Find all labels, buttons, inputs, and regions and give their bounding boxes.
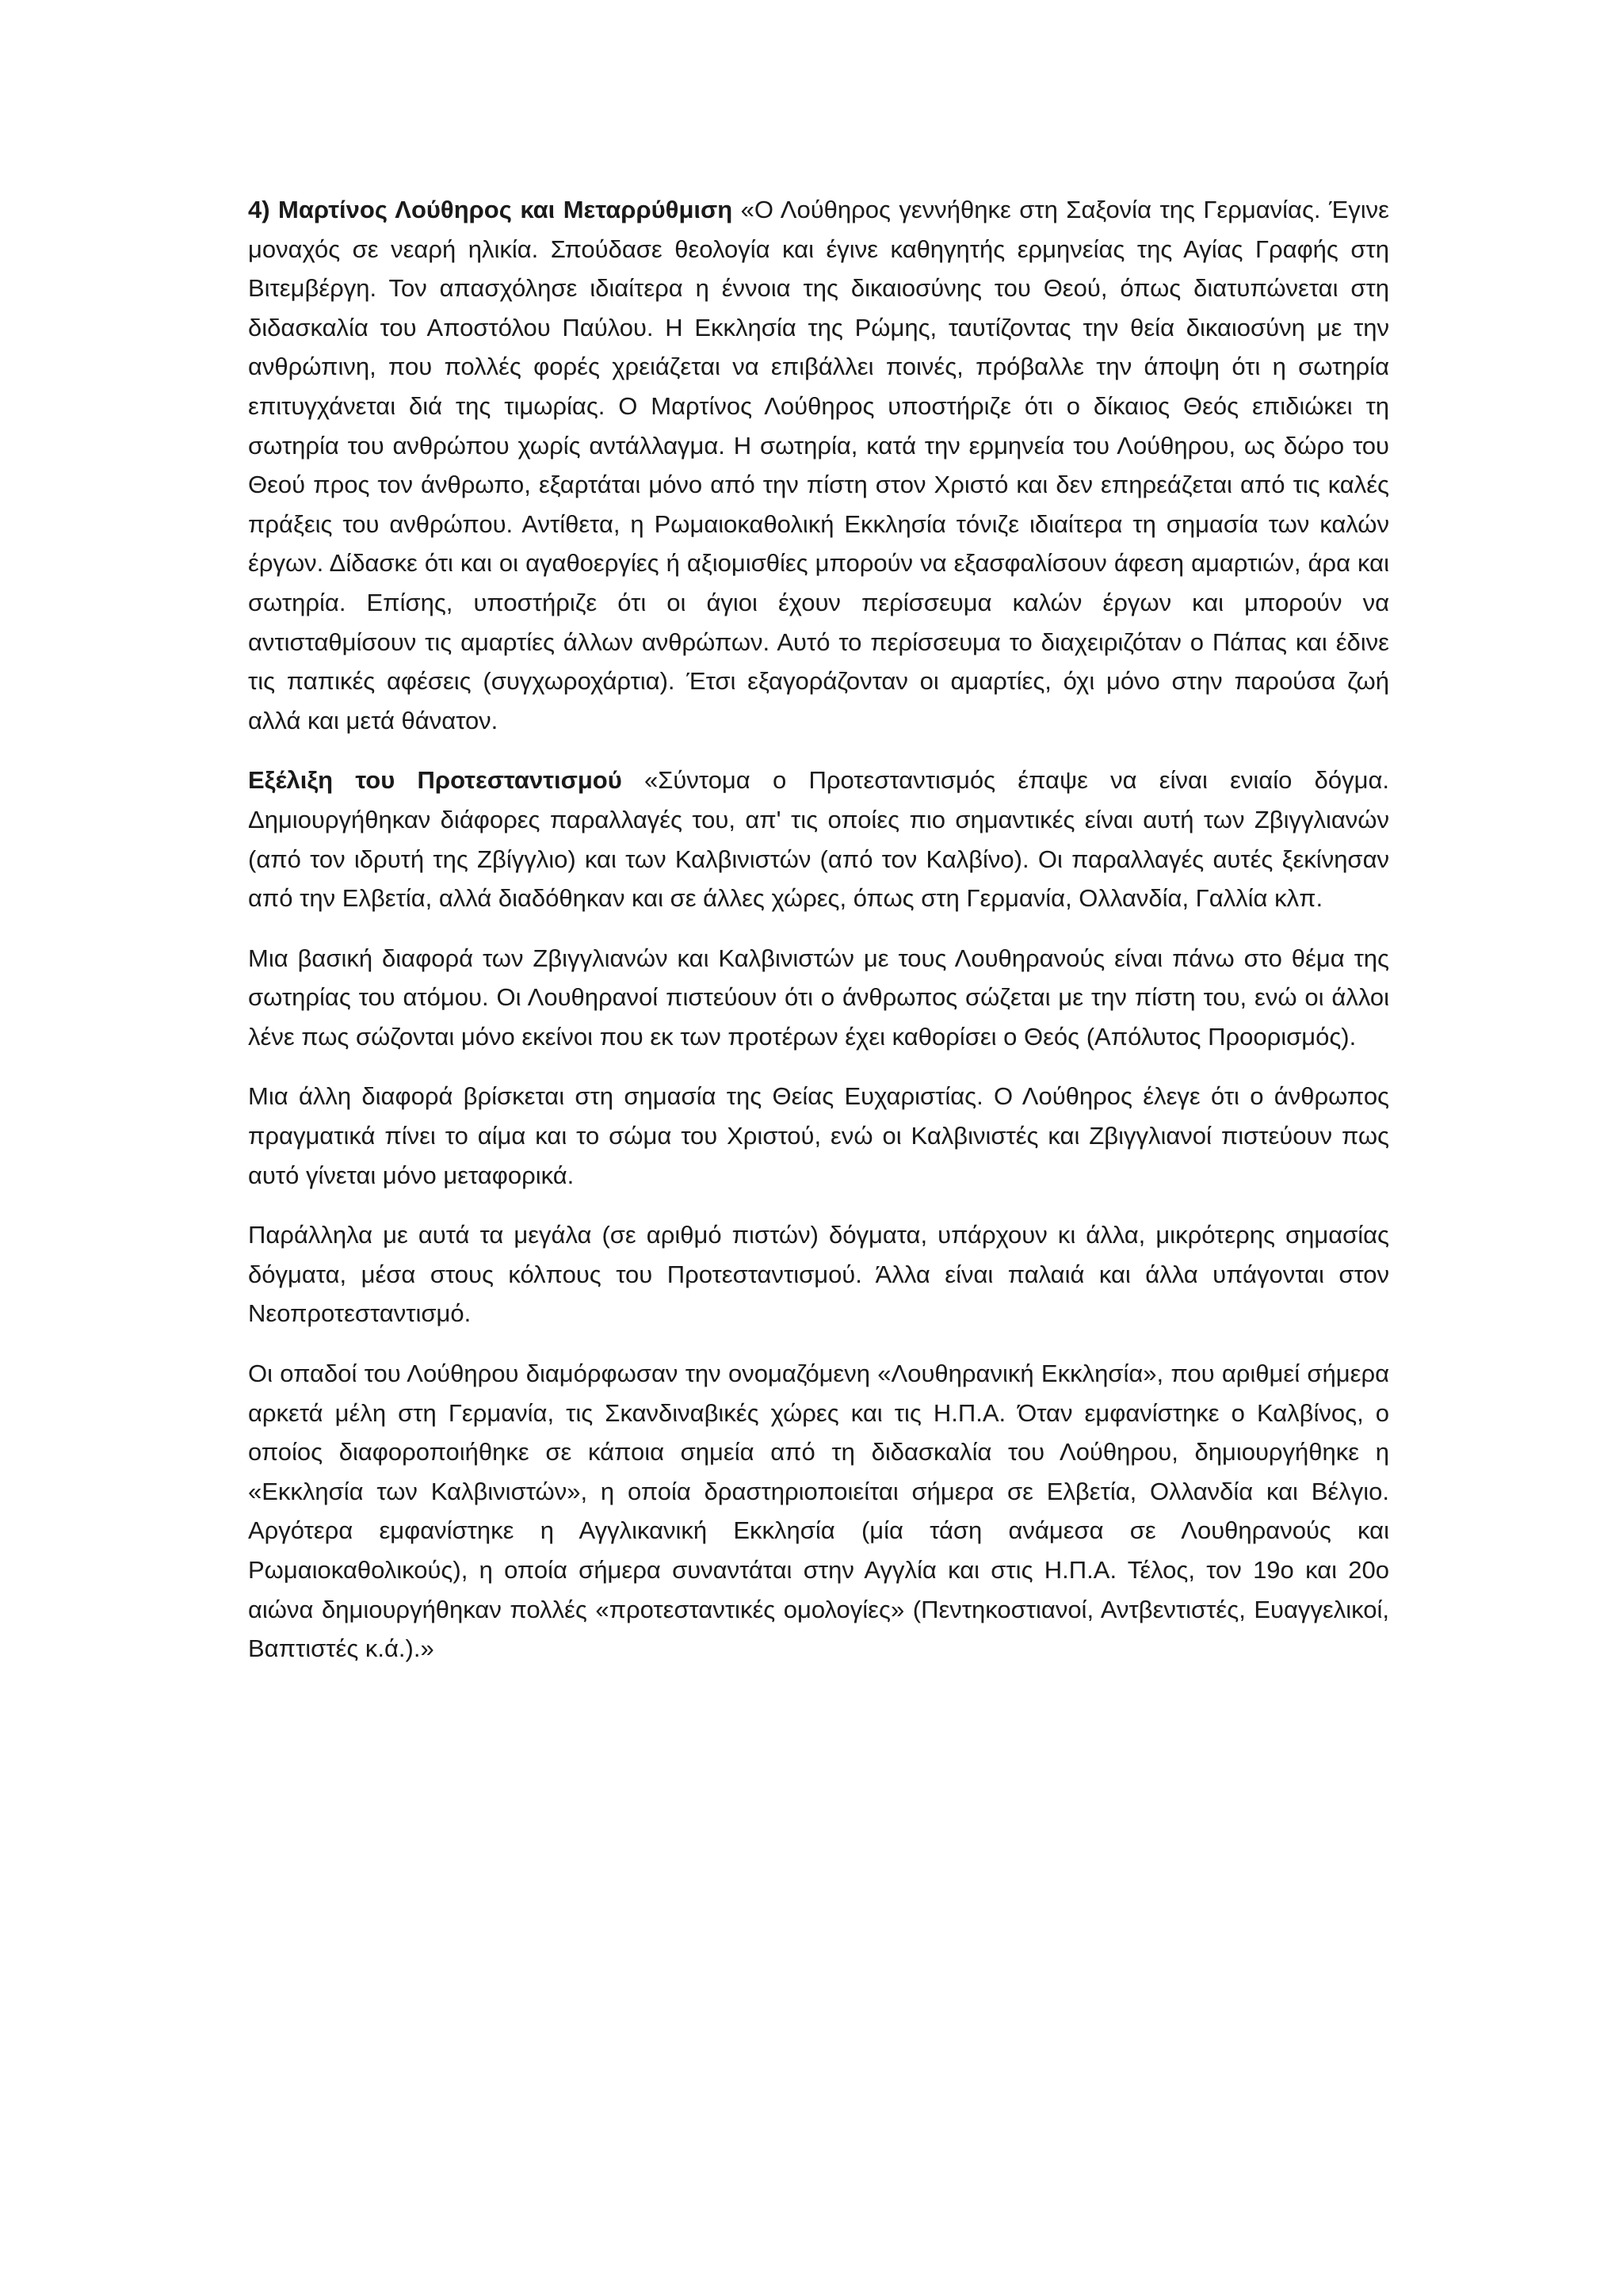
paragraph-salvation-difference (248, 939, 1389, 1057)
paragraph-eucharist-difference (248, 1077, 1389, 1195)
paragraph-churches (248, 1354, 1389, 1669)
paragraph-text: «Ο Λούθηρος γεννήθηκε στη Σαξονία της Γερμανίας. Έγινε μοναχός σε νεαρή ηλικία. Σπούδασε θεολογία και έγινε καθηγητής ερμηνείας της Αγίας Γραφής στη Βιτεμβέργη. Τον απασχόλησε ιδιαίτερα η έννοια της δικαιοσύνης του Θεού, όπως διατυπώνεται στη διδασκαλία του Αποστόλου Παύλου. Η Εκκλησία της Ρώμης, ταυτίζοντας την θεία δικαιοσύνη με την ανθρώπινη, που πολλές φορές χρειάζεται να επιβάλλει ποινές, πρόβαλλε την άποψη ότι η σωτηρία επιτυγχάνεται διά της τιμωρίας. Ο Μαρτίνος Λούθηρος υποστήριζε ότι ο δίκαιος Θεός επιδιώκει τη σωτηρία του ανθρώπου χωρίς αντάλλαγμα. Η σωτηρία, κατά την ερμηνεία του Λούθηρου, ως δώρο του Θεού προς τον άνθρωπο, εξαρτάται μόνο από την πίστη στον Χριστό και δεν επηρεάζεται από τις καλές πράξεις του ανθρώπου. Αντίθετα, η Ρωμαιοκαθολική Εκκλησία τόνιζε ιδιαίτερα τη σημασία των καλών έργων. Δίδασκε ότι και οι αγαθοεργίες ή αξιομισθίες μπορούν να εξασφαλίσουν άφεση αμαρτιών, άρα και σωτηρία. Επίσης, υποστήριζε ότι οι άγιοι έχουν περίσσευμα καλών έργων και μπορούν να αντισταθμίσουν τις αμαρτίες άλλων ανθρώπων. Αυτό το περίσσευμα το διαχειριζόταν ο Πάπας και έδινε τις παπικές αφέσεις (συγχωροχάρτια). Έτσι εξαγοράζονταν οι αμαρτίες, όχι μόνο στην παρούσα ζωή αλλά και μετά θάνατον. (248, 196, 1389, 734)
paragraph-text: Μια βασική διαφορά των Ζβιγγλιανών και Καλβινιστών με τους Λουθηρανούς είναι πάνω στο θέμα της σωτηρίας του ατόμου. Οι Λουθηρανοί πιστεύουν ότι ο άνθρωπος σώζεται με την πίστη του, ενώ οι άλλοι λένε πως σώζονται μόνο εκείνοι που εκ των προτέρων έχει καθορίσει ο Θεός (Απόλυτος Προορισμός). (248, 944, 1389, 1051)
paragraph-minor-dogmas (248, 1215, 1389, 1333)
paragraph-protestantism-evolution (248, 761, 1389, 917)
paragraph-text: Οι οπαδοί του Λούθηρου διαμόρφωσαν την ονομαζόμενη «Λουθηρανική Εκκλησία», που αριθμεί σήμερα αρκετά μέλη στη Γερμανία, τις Σκανδιναβικές χώρες και τις Η.Π.Α. Όταν εμφανίστηκε ο Καλβίνος, ο οποίος διαφοροποιήθηκε σε κάποια σημεία από τη διδασκαλία του Λούθηρου, δημιουργήθηκε η «Εκκλησία των Καλβινιστών», η οποία δραστηριοποιείται σήμερα σε Ελβετία, Ολλανδία και Βέλγιο. Αργότερα εμφανίστηκε η Αγγλικανική Εκκλησία (μία τάση ανάμεσα σε Λουθηρανούς και Ρωμαιοκαθολικούς), η οποία σήμερα συναντάται στην Αγγλία και στις Η.Π.Α. Τέλος, τον 19ο και 20ο αιώνα δημιουργήθηκαν πολλές «προτεσταντικές ομολογίες» (Πεντηκοστιανοί, Αντβεντιστές, Ευαγγελικοί, Βαπτιστές κ.ά.).» (248, 1360, 1389, 1663)
document-page (248, 190, 1389, 1689)
paragraph-text: Μια άλλη διαφορά βρίσκεται στη σημασία της Θείας Ευχαριστίας. Ο Λούθηρος έλεγε ότι ο άνθρωπος πραγματικά πίνει το αίμα και το σώμα του Χριστού, ενώ οι Καλβινιστές και Ζβιγγλιανοί πιστεύουν πως αυτό γίνεται μόνο μεταφορικά. (248, 1082, 1389, 1189)
section-heading-luther: 4) Μαρτίνος Λούθηρος και Μεταρρύθμιση (248, 196, 733, 223)
section-heading-protestantism: Εξέλιξη του Προτεσταντισμού (248, 766, 622, 795)
paragraph-text: «Σύντομα ο Προτεσταντισμός έπαψε να είναι ενιαίο δόγμα. Δημιουργήθηκαν διάφορες παραλλαγές του, απ' τις οποίες πιο σημαντικές είναι αυτή των Ζβιγγλιανών (από τον ιδρυτή της Ζβίγγλιο) και των Καλβινιστών (από τον Καλβίνο). Οι παραλλαγές αυτές ξεκίνησαν από την Ελβετία, αλλά διαδόθηκαν και σε άλλες χώρες, όπως στη Γερμανία, Ολλανδία, Γαλλία κλπ. (248, 766, 1389, 913)
paragraph-luther-reformation (248, 190, 1389, 740)
paragraph-text: Παράλληλα με αυτά τα μεγάλα (σε αριθμό πιστών) δόγματα, υπάρχουν κι άλλα, μικρότερης σημασίας δόγματα, μέσα στους κόλπους του Προτεσταντισμού. Άλλα είναι παλαιά και άλλα υπάγονται στον Νεοπροτεσταντισμό. (248, 1221, 1389, 1328)
